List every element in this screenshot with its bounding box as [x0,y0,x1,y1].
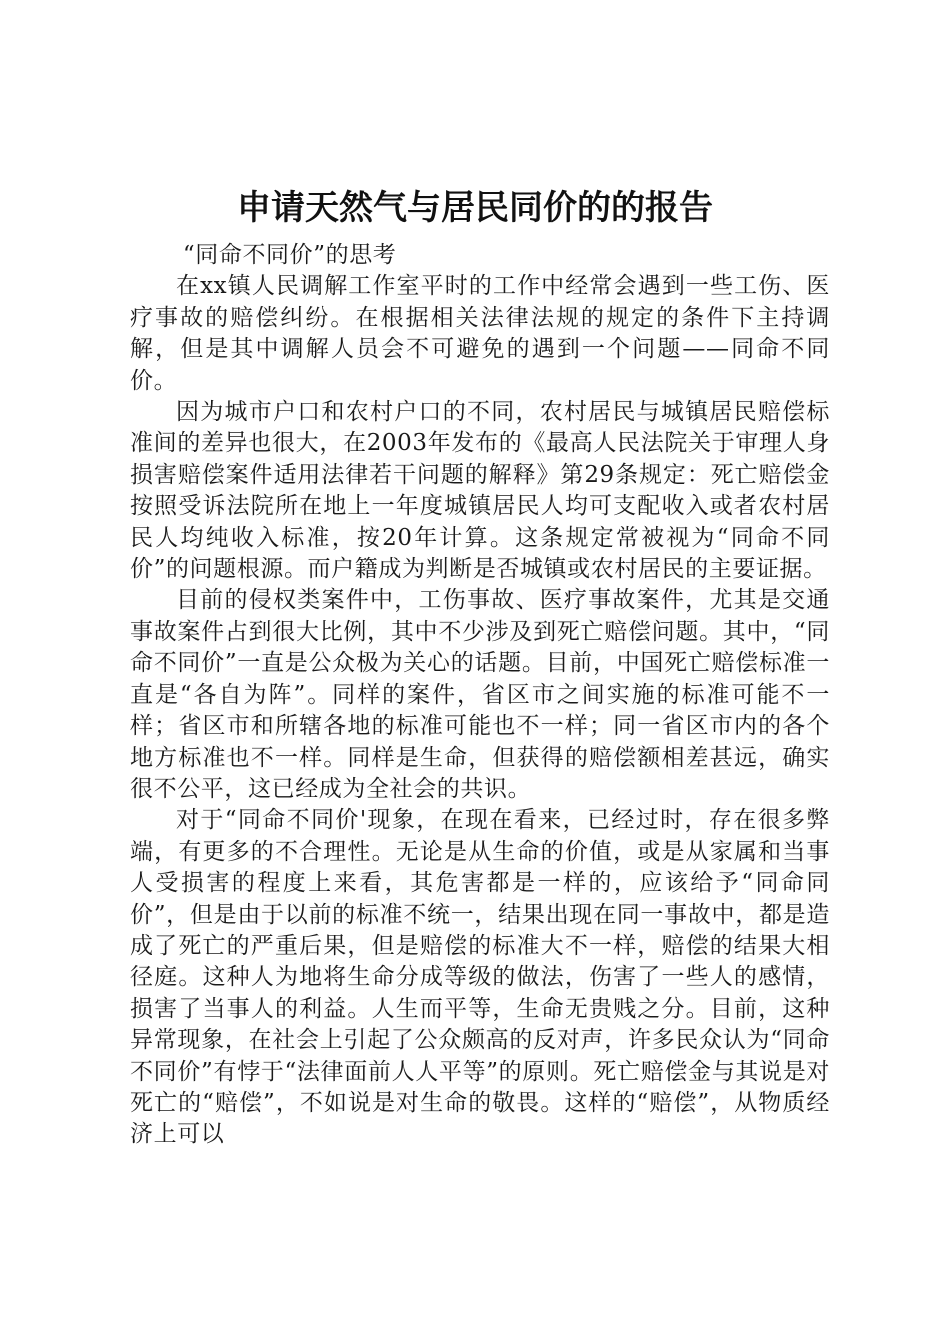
paragraph-3: 目前的侵权类案件中，工伤事故、医疗事故案件，尤其是交通事故案件占到很大比例，其中不少涉及到死亡赔偿问题。其中，“同命不同价”一直是公众极为关心的话题。目前，中国死亡赔偿标准一直是“各自为阵”。同样的案件，省区市之间实施的标准可能不一样；省区市和所辖各地的标准可能也不一样；同一省区市内的各个地方标准也不一样。同样是生命，但获得的赔偿额相差甚远，确实很不公平，这已经成为全社会的共识。 [130,587,830,802]
paragraph-2: 因为城市户口和农村户口的不同，农村居民与城镇居民赔偿标准间的差异也很大，在2003年发布的《最高人民法院关于审理人身损害赔偿案件适用法律若干问题的解释》第29条规定：死亡赔偿金按照受诉法院所在地上一年度城镇居民人均可支配收入或者农村居民人均纯收入标准，按20年计算。这条规定常被视为“同命不同价”的问题根源。而户籍成为判断是否城镇或农村居民的主要证据。 [130,399,830,583]
document-body [130,240,830,1151]
paragraph-1: 在xx镇人民调解工作室平时的工作中经常会遇到一些工伤、医疗事故的赔偿纠纷。在根据相关法律法规的规定的条件下主持调解，但是其中调解人员会不可避免的遇到一个问题——同命不同价。 [130,273,830,394]
document-title: 申请天然气与居民同价的的报告 [237,188,713,228]
document-subtitle: “同命不同价”的思考 [182,242,397,268]
paragraph-4: 对于“同命不同价'现象，在现在看来，已经过时，存在很多弊端，有更多的不合理性。无论是从生命的价值，或是从家属和当事人受损害的程度上来看，其危害都是一样的，应该给予“同命同价”，但是由于以前的标准不统一，结果出现在同一事故中，都是造成了死亡的严重后果，但是赔偿的标准大不一样，赔偿的结果大相径庭。这种人为地将生命分成等级的做法，伤害了一些人的感情，损害了当事人的利益。人生而平等，生命无贵贱之分。目前，这种异常现象，在社会上引起了公众颇高的反对声，许多民众认为“同命不同价”有悖于“法律面前人人平等”的原则。死亡赔偿金与其说是对死亡的“赔偿”，不如说是对生命的敬畏。这样的“赔偿”，从物质经济上可以 [130,807,830,1148]
